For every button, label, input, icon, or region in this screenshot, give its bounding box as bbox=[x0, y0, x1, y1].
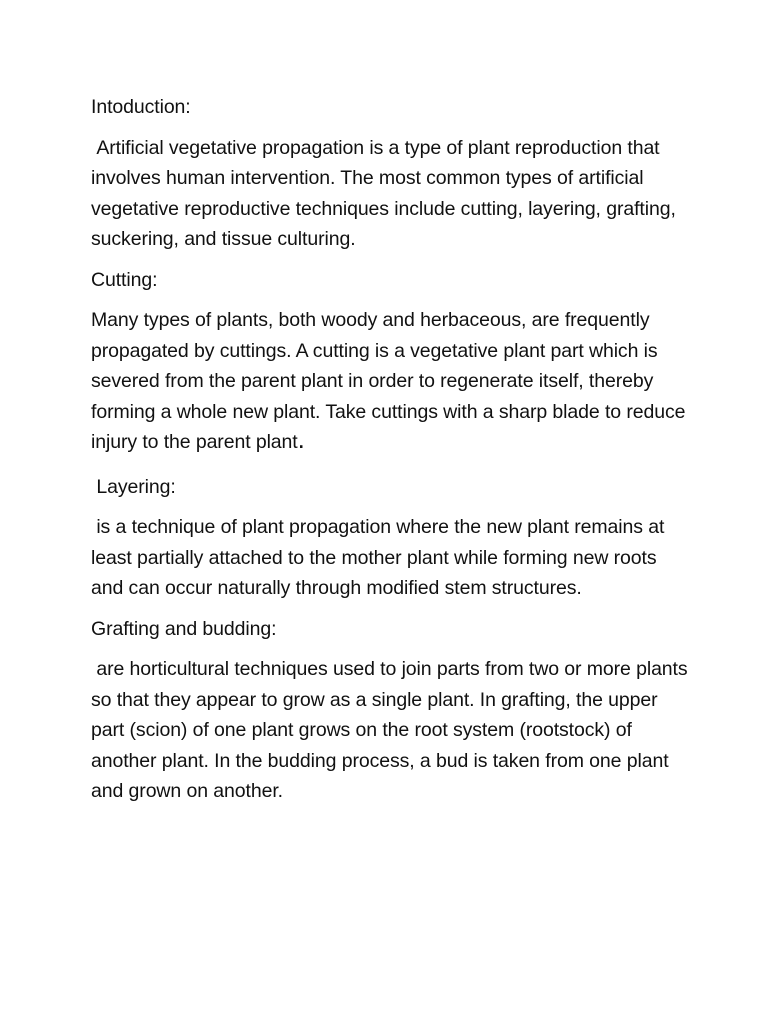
section-body-introduction: Artificial vegetative propagation is a type of plant reproduction that involves human intervention. The most common types of artificial vegetative reproductive techniques include cutting, layering, grafting, suckering, and tissue culturing. bbox=[91, 136, 682, 250]
section-body-grafting: are horticultural techniques used to join parts from two or more plants so that they appear to grow as a single plant. In grafting, the upper part (scion) of one plant grows on the root system (rootstock) of another plant. In the budding process, a bud is taken from one plant and grown on another. bbox=[91, 658, 693, 802]
section-body-cutting-period: . bbox=[297, 424, 305, 454]
section-body-layering: is a technique of plant propagation where the new plant remains at least partially attached to the mother plant while forming new roots and can occur naturally through modified stem structures. bbox=[91, 516, 670, 599]
document-body bbox=[91, 92, 691, 817]
section-body-cutting bbox=[91, 305, 691, 458]
section-heading-cutting: Cutting: bbox=[91, 268, 158, 291]
section-heading-introduction: Intoduction: bbox=[91, 96, 191, 118]
section-heading-grafting: Grafting and budding: bbox=[91, 617, 277, 640]
section-body-cutting-text: Many types of plants, both woody and herbaceous, are frequently propagated by cuttings. A cutting is a vegetative plant part which is severed from the parent plant in order to regenerate itself, thereby forming a whole new plant. Take cuttings with a sharp blade to reduce injury to the parent plant bbox=[91, 309, 686, 453]
section-heading-layering: Layering: bbox=[91, 475, 176, 498]
